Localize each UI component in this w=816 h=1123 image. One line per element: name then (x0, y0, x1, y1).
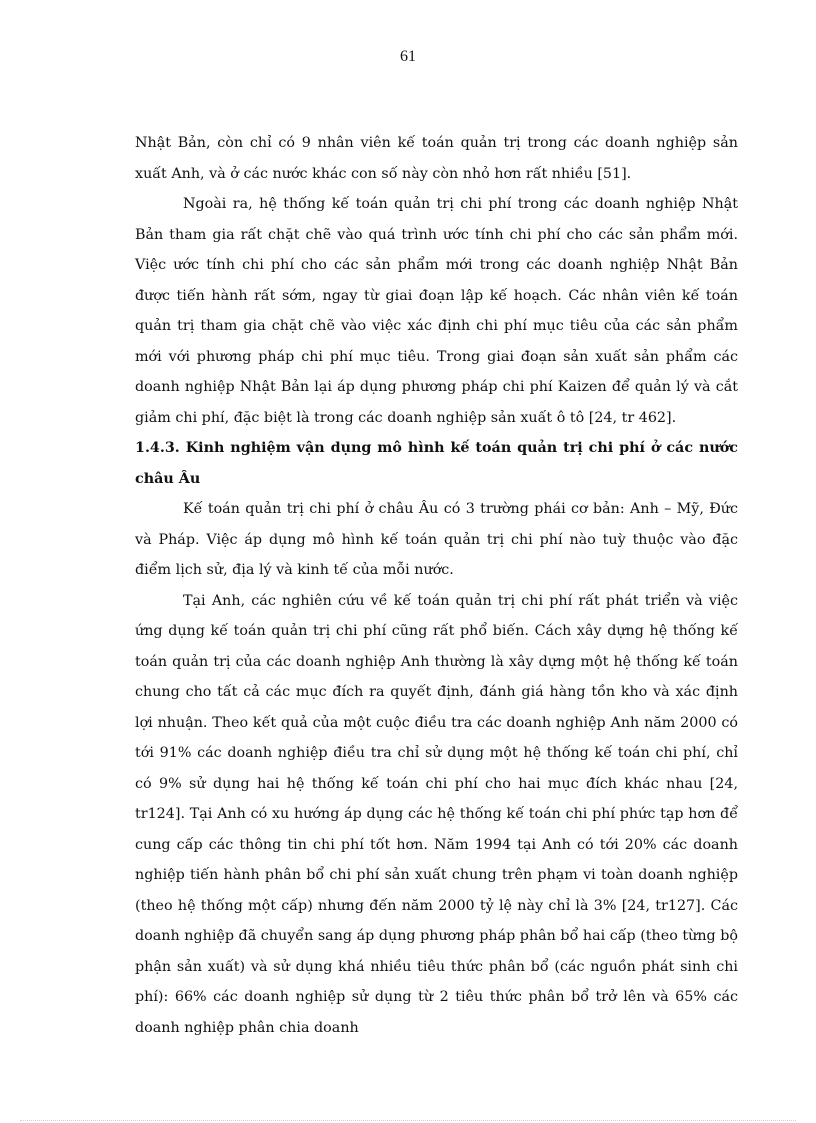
paragraph-europe-schools: Kế toán quản trị chi phí ở châu Âu có 3 trường phái cơ bản: Anh – Mỹ, Đức và Pháp. Việc áp dụng mô hình kế toán quản trị chi phí nào tuỳ thuộc vào đặc điểm lịch sử, địa lý và kinh tế của mỗi nước. (135, 501, 738, 578)
document-body (135, 128, 738, 1043)
page-bottom-border (20, 1120, 796, 1121)
paragraph-continued: Nhật Bản, còn chỉ có 9 nhân viên kế toán quản trị trong các doanh nghiệp sản xuất Anh, và ở các nước khác con số này còn nhỏ hơn rất nhiều [51]. (135, 135, 738, 182)
paragraph-japan-cost-estimation: Ngoài ra, hệ thống kế toán quản trị chi phí trong các doanh nghiệp Nhật Bản tham gia rất chặt chẽ vào quá trình ước tính chi phí cho các sản phẩm mới. Việc ước tính chi phí cho các sản phẩm mới trong các doanh nghiệp Nhật Bản được tiến hành rất sớm, ngay từ giai đoạn lập kế hoạch. Các nhân viên kế toán quản trị tham gia chặt chẽ vào việc xác định chi phí mục tiêu của các sản phẩm mới với phương pháp chi phí mục tiêu. Trong giai đoạn sản xuất sản phẩm các doanh nghiệp Nhật Bản lại áp dụng phương pháp chi phí Kaizen để quản lý và cắt giảm chi phí, đặc biệt là trong các doanh nghiệp sản xuất ô tô [24, tr 462]. (135, 196, 738, 426)
section-heading: 1.4.3. Kinh nghiệm vận dụng mô hình kế toán quản trị chi phí ở các nước châu Âu (135, 440, 738, 487)
paragraph-uk-practice: Tại Anh, các nghiên cứu về kế toán quản trị chi phí rất phát triển và việc ứng dụng kế toán quản trị chi phí cũng rất phổ biến. Cách xây dựng hệ thống kế toán quản trị của các doanh nghiệp Anh thường là xây dựng một hệ thống kế toán chung cho tất cả các mục đích ra quyết định, đánh giá hàng tồn kho và xác định lợi nhuận. Theo kết quả của một cuộc điều tra các doanh nghiệp Anh năm 2000 có tới 91% các doanh nghiệp điều tra chỉ sử dụng một hệ thống kế toán chi phí, chỉ có 9% sử dụng hai hệ thống kế toán chi phí cho hai mục đích khác nhau [24, tr124]. Tại Anh có xu hướng áp dụng các hệ thống kế toán chi phí phức tạp hơn để cung cấp các thông tin chi phí tốt hơn. Năm 1994 tại Anh có tới 20% các doanh nghiệp tiến hành phân bổ chi phí sản xuất chung trên phạm vi toàn doanh nghiệp (theo hệ thống một cấp) nhưng đến năm 2000 tỷ lệ này chỉ là 3% [24, tr127]. Các doanh nghiệp đã chuyển sang áp dụng phương pháp phân bổ hai cấp (theo từng bộ phận sản xuất) và sử dụng khá nhiều tiêu thức phân bổ (các nguồn phát sinh chi phí): 66% các doanh nghiệp sử dụng từ 2 tiêu thức phân bổ trở lên và 65% các doanh nghiệp phân chia doanh (135, 592, 738, 1036)
page-number: 61 (400, 48, 416, 65)
